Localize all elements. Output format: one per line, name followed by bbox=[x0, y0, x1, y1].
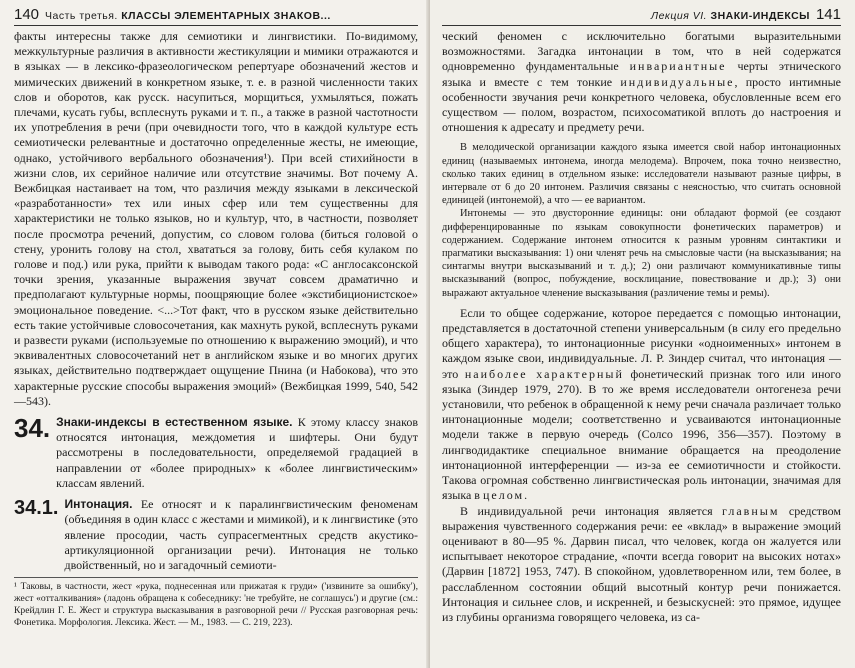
footnote-1: ¹ Таковы, в частности, жест «рука, поднесенная или прижатая к груди» ('извините за ошибку'), жест «отталкивания» (ладонь обращена к собеседнику: 'не требуйте, не соглашусь') и другие (см.: Крейдлин Г. Е. Жест и структура высказывания в разговорной речи // Русская разговорная речь: Фонетика. Морфология. Лексика. Жест. — М., 1983. — С. 219, 223). bbox=[14, 577, 418, 629]
left-head-title: КЛАССЫ ЭЛЕМЕНТАРНЫХ ЗНАКОВ... bbox=[121, 10, 331, 22]
spaced-word-main: главным bbox=[722, 503, 780, 518]
right-page bbox=[430, 0, 855, 668]
right-small-paragraph-1: В мелодической организации каждого языка имеется свой набор интонационных единиц (называемых интонема, иногда мелодема). Впрочем, пока точно неизвестно, сколько таких единиц в отдельном языке: исследователи называют разные цифры, в интервале от 6 до 20 интонем. Различия связаны с неясностью, что считать основной единицей (интонемой), а что — ее вариантом. bbox=[442, 142, 841, 207]
left-head-rule bbox=[14, 25, 418, 26]
left-paragraph-1: факты интересны также для семиотики и лингвистики. По-видимому, межкультурные различия в активности жестикуляции и мимики отражаются и в языках — в лексико-фразеологическом репертуаре обозначений жестов и мимических движений в конкретном языке, т. е. в разной численности таких слов и оборотов, как русск. насупиться, морщиться, ухмыляться, пожать плечами, кусать губы, всплеснуть руками и т. п., а также в разной частотности их употребления в речи (при очевидности того, что в каждой культуре есть семиотически релевантные и достаточно определенные жесты, не имеющие, однако, устойчивого вербального обозначения¹). При всей стихийности в жизни слов, их серийное наличие или отсутствие значимы. Вот почему А. Вежбицкая настаивает на том, что различия между языками в лексической «разработанности» тех или иных сфер или тем существенны для характеристики не только языков, но и культур, что, в частности, позволяет после просмотра речений, допустим, со словом голова (биться головой о стену, уронить голову на стол, хвататься за голову, бить себя кулаком по голове и под.) или рука, прийти к выводам такого рода: «С англосаксонской точки зрения, указанные выражения звучат совсем драматично и предполагают культурные нормы, поощряющие более «экстибиционистское» эмоциональное поведение. <...>Тот факт, что в русском языке действительно есть такие устойчивые словосочетания, как махнуть рукой, всплеснуть руками и развести руками (используемые по отношению к выражению эмоций), и что эквивалентных словосочетаний нет в английском языке и во многих других языках, действительно подтверждает ощущение Пнина (и Набокова), что это характерные русские способы выражения эмоций» (Вежбицкая 1999, 540, 542—543). bbox=[14, 29, 418, 408]
right-paragraph-3: В индивидуальной речи интонация является главным средством выражения чувственного содержания речи: ее «вклад» в выражение эмоций оценивают в 80—95 %. Дарвин писал, что человек, когда он жалуется или испытывает некоторое страдание, «почти всегда говорит на высоких нотах» (Дарвин [1872] 1953, 747). В спокойном, удовлетворенном или, тем более, в расслабленном состоянии общий высотный контур речи понижается. Интонация и сильнее слов, и искренней, и безыскусней: это прямое, идущее из глубины организма говорящего человека, из са- bbox=[442, 503, 841, 624]
left-running-head bbox=[14, 6, 418, 24]
section-34-1-number: 34.1. bbox=[14, 497, 59, 520]
section-34-1 bbox=[14, 497, 418, 573]
section-34-text: К этому классу знаков относятся интонация, междометия и шифтеры. Они будут рассмотрены в последовательности, определяемой градацией в направлении от «более природных» к «более лингвистическим» классам явлений. bbox=[56, 415, 418, 490]
left-head-part: Часть третья. bbox=[45, 10, 118, 22]
spaced-word-whole: целом bbox=[482, 488, 525, 503]
section-34 bbox=[14, 415, 418, 491]
left-page-number: 140 bbox=[14, 6, 40, 23]
right-paragraph-1: ческий феномен с исключительно богатыми выразительными возможностями. Загадка интонации в том, что в ней содержатся одновременно фундаментальные инвариантные черты этнического языка и вместе с тем тонкие индивидуальные, просто интимные особенности звучания речи конкретного человека, обусловленные всем его существом — полом, возрастом, психосоматикой вплоть до настроения и отношения к адресату и предмету речи. bbox=[442, 29, 842, 135]
spaced-word-invariant: инвариантные bbox=[629, 59, 727, 74]
right-head-part: Лекция VI. bbox=[650, 10, 708, 22]
right-head-rule bbox=[442, 25, 841, 26]
right-head-title: ЗНАКИ-ИНДЕКСЫ bbox=[710, 10, 810, 22]
spaced-word-individual: индивидуальные bbox=[620, 74, 735, 89]
section-34-title: Знаки-индексы в естественном языке. bbox=[56, 415, 293, 430]
right-paragraph-2: Если то общее содержание, которое передается с помощью интонации, представляется в достаточной степени универсальным (в силу его предельно общего характера), то интонационные рисунки «одноименных» интонем в каждом языке свои, индивидуальные. Л. Р. Зиндер считал, что интонация — это наиболее характерный фонетический признак того или иного языка (Зиндер 1979, 270). В то же время исследователи онтогенеза речи установили, что ребенок в обращенной к нему речи сначала различает только интонационные модели; соответственно и усваиваются интонационные модели также в первую очередь (Солсо 1996, 356—357). Поэтому в лингводидактике специальное внимание обращается на преодоление интонационной интерференции — из-за ее семиотичности и стойкости. Такова огромная собственно лингвистическая роль интонации, значимая для языка в целом. bbox=[442, 305, 842, 503]
right-page-number: 141 bbox=[815, 6, 841, 23]
section-34-1-title: Интонация. bbox=[64, 497, 133, 512]
section-34-1-text: Ее относят и к паралингвистическим феноменам (объединяя в один класс с жестами и мимикой), и к лингвистике (это явление просодии, часть супрасегментных средств акустико-артикуляционной организации речи). Интонация не только двойственный, но и загадочный семиоти- bbox=[64, 497, 419, 572]
right-small-paragraph-2: Интонемы — это двусторонние единицы: они обладают формой (ее создают дифференцированные по языкам совокупности фонетических параметров) и содержанием. Содержание интонем относится к разным уровням синтактики и прагматики высказывания: 1) они членят речь на смысловые части (на высказывания; на синтагмы внутри высказываний и т. д.); 2) они различают коммуникативные типы высказываний (вопрос, побуждение, восклицание, повествование и др.); 3) они выражают актуальное членение высказывания (различение темы и ремы). bbox=[442, 208, 841, 299]
section-34-number: 34. bbox=[14, 413, 51, 444]
right-running-head bbox=[442, 6, 841, 24]
spaced-word-most-characteristic: наиболее характерный bbox=[464, 366, 624, 381]
